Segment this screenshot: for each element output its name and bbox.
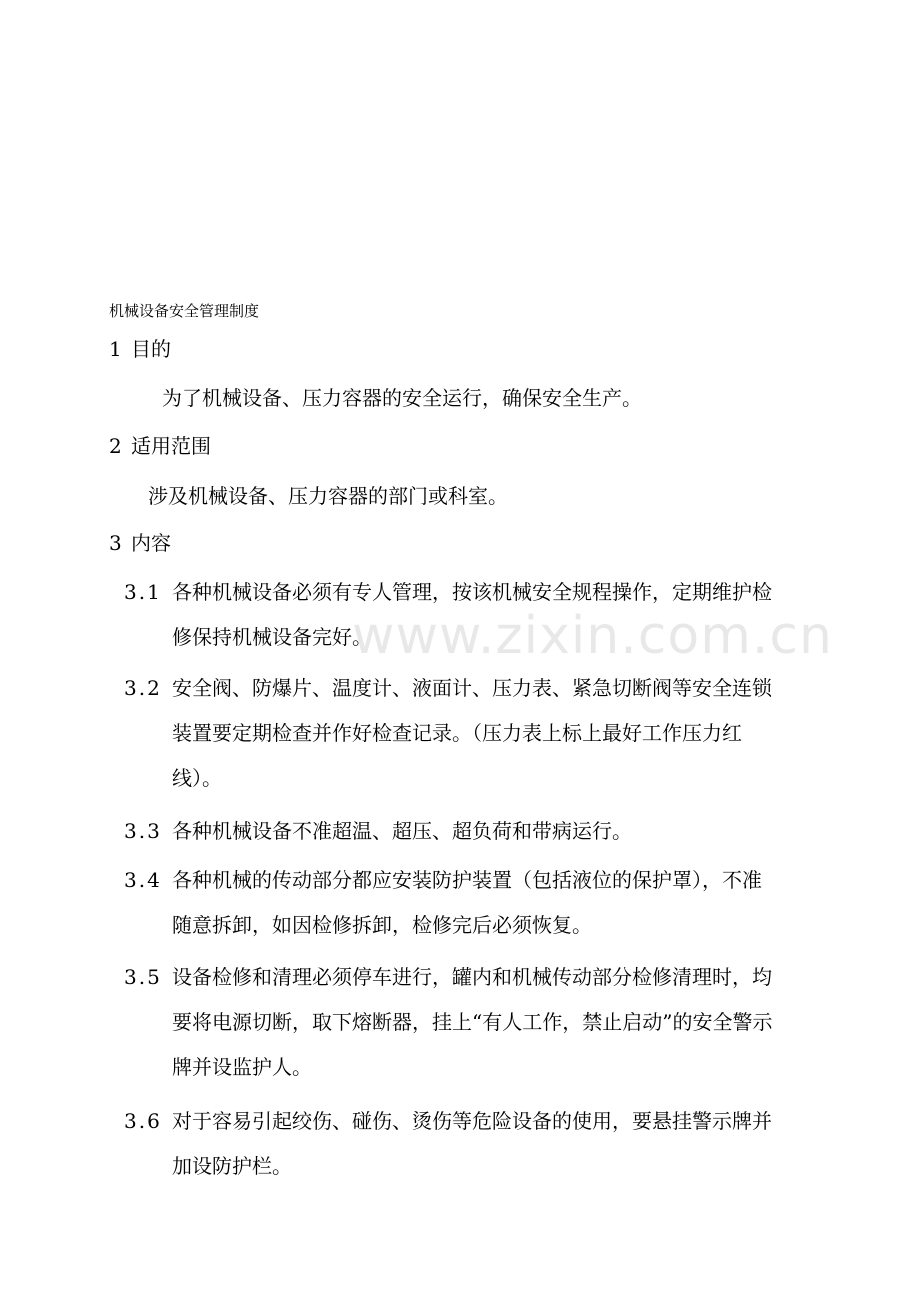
item-line: 对于容易引起绞伤、碰伤、烫伤等危险设备的使用，要悬挂警示牌并 [172,1109,772,1133]
section-title: 内容 [131,531,171,555]
item-number: 3.5 [124,965,162,989]
item-number: 3.2 [124,676,162,700]
item-line: 各种机械的传动部分都应安装防护装置（包括液位的保护罩），不准 [172,868,762,892]
section-title: 适用范围 [131,434,211,458]
item-body [172,955,812,1090]
section-heading-content [109,530,171,556]
section-number: 2 [109,434,122,458]
item-line: 要将电源切断，取下熔断器，挂上“有人工作，禁止启动”的安全警示 [172,1010,773,1034]
section-title: 目的 [131,337,171,361]
section-heading-purpose [109,336,171,362]
document-title: 机械设备安全管理制度 [109,302,260,320]
item-number: 3.3 [124,819,162,843]
item-line: 线）。 [172,766,222,790]
watermark: www.zixin.com.cn [352,606,833,666]
section-text-scope: 涉及机械设备、压力容器的部门或科室。 [148,484,508,508]
item-line: 加设防护栏。 [172,1154,292,1178]
section-number: 3 [109,531,122,555]
item-line: 牌并设监护人。 [172,1055,312,1079]
item-number: 3.6 [124,1109,162,1133]
item-line: 各种机械设备不准超温、超压、超负荷和带病运行。 [172,819,632,843]
item-number: 3.4 [124,868,162,892]
item-body [172,666,812,801]
item-body [172,1099,812,1189]
item-line: 各种机械设备必须有专人管理，按该机械安全规程操作，定期维护检 [172,580,772,604]
item-body [172,809,812,854]
section-heading-scope [109,433,211,459]
item-body [172,858,812,948]
section-number: 1 [109,337,122,361]
item-line: 随意拆卸，如因检修拆卸，检修完后必须恢复。 [172,913,592,937]
item-line: 修保持机械设备完好。 [172,625,372,649]
item-line: 设备检修和清理必须停车进行，罐内和机械传动部分检修清理时，均 [172,965,772,989]
item-number: 3.1 [124,580,162,604]
item-line: 装置要定期检查并作好检查记录。（压力表上标上最好工作压力红 [172,721,742,745]
section-text-purpose: 为了机械设备、压力容器的安全运行，确保安全生产。 [162,386,642,410]
item-line: 安全阀、防爆片、温度计、液面计、压力表、紧急切断阀等安全连锁 [172,676,772,700]
